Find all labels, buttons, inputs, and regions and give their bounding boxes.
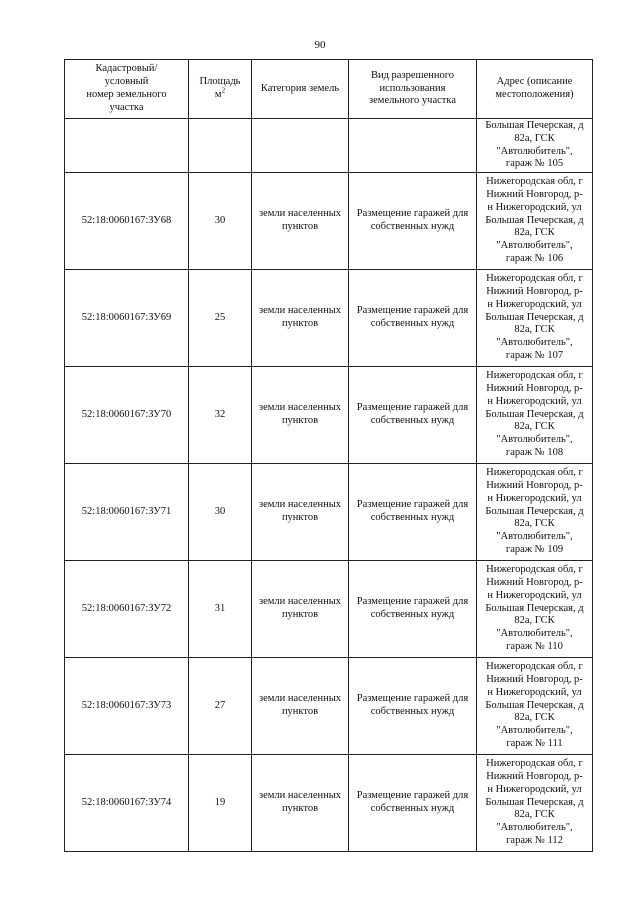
address-line: Большая Печерская, д [485,505,584,517]
address-line: гараж № 105 [505,158,564,170]
address-line: "Автолюбитель", [496,240,573,252]
land-category-cell: земли населенных пунктов [252,270,349,367]
address-line: Нижний Новгород, р- [486,480,583,491]
address-line: Большая Печерская, д [485,796,584,808]
area-cell [189,119,252,173]
address-line: Нижний Новгород, р- [486,286,583,297]
address-line: Большая Печерская, д [485,311,584,323]
cadastral-number-cell: 52:18:0060167:ЗУ74 [65,755,189,852]
address-cell [477,755,593,852]
address-line: "Автолюбитель", [496,725,573,737]
land-category-cell [252,119,349,173]
table-row [65,119,593,173]
permitted-use-cell: Размещение гаражей для собственных нужд [349,173,477,270]
land-category-cell: земли населенных пунктов [252,464,349,561]
address-line: гараж № 108 [505,446,564,458]
address-line: н Нижегородский, ул [487,395,582,407]
address-cell [477,561,593,658]
permitted-use-cell: Размещение гаражей для собственных нужд [349,755,477,852]
cadastral-number-cell: 52:18:0060167:ЗУ68 [65,173,189,270]
address-line: н Нижегородский, ул [487,492,582,504]
address-line: "Автолюбитель", [496,434,573,446]
address-line: Нижегородская обл, г [486,661,583,673]
address-line: Большая Печерская, д [485,214,584,226]
header-permitted-use: Вид разрешенного использования земельного участка [349,60,477,119]
table-row [65,561,593,658]
land-category-cell: земли населенных пунктов [252,367,349,464]
cadastral-number-cell [65,119,189,173]
land-category-cell: земли населенных пунктов [252,173,349,270]
address-line: Нижегородская обл, г [486,370,583,382]
address-line: "Автолюбитель", [496,628,573,640]
page-number: 90 [314,39,326,51]
table-header-row [65,60,593,119]
cadastral-number-cell: 52:18:0060167:ЗУ73 [65,658,189,755]
table-row [65,464,593,561]
area-cell: 30 [189,173,252,270]
permitted-use-cell: Размещение гаражей для собственных нужд [349,464,477,561]
table-row [65,658,593,755]
header-land-category: Категория земель [252,60,349,119]
address-line: 82а, ГСК [514,132,555,144]
header-address: Адрес (описание местоположения) [477,60,593,119]
table-row [65,367,593,464]
address-line: Нижний Новгород, р- [486,771,583,782]
address-line: 82а, ГСК [514,421,555,433]
table-row [65,755,593,852]
permitted-use-cell [349,119,477,173]
address-line: н Нижегородский, ул [487,686,582,698]
area-unit-superscript: 2 [221,86,226,95]
address-cell [477,464,593,561]
address-cell [477,173,593,270]
address-line: Нижний Новгород, р- [486,674,583,685]
address-line: Большая Печерская, д [485,119,584,131]
area-cell: 27 [189,658,252,755]
address-line: Нижегородская обл, г [486,467,583,479]
address-line: "Автолюбитель", [496,531,573,543]
land-category-cell: земли населенных пунктов [252,658,349,755]
cadastral-number-cell: 52:18:0060167:ЗУ69 [65,270,189,367]
address-line: Большая Печерская, д [485,699,584,711]
address-line: н Нижегородский, ул [487,201,582,213]
address-line: Большая Печерская, д [485,408,584,420]
cadastral-number-cell: 52:18:0060167:ЗУ71 [65,464,189,561]
land-category-cell: земли населенных пунктов [252,755,349,852]
address-line: Нижний Новгород, р- [486,383,583,394]
permitted-use-cell: Размещение гаражей для собственных нужд [349,561,477,658]
address-line: гараж № 106 [505,252,564,264]
address-line: н Нижегородский, ул [487,783,582,795]
address-line: 82а, ГСК [514,518,555,530]
address-line: гараж № 112 [506,834,563,846]
address-line: "Автолюбитель", [496,337,573,349]
address-line: "Автолюбитель", [496,145,573,157]
land-category-cell: земли населенных пунктов [252,561,349,658]
area-cell: 19 [189,755,252,852]
table-row [65,173,593,270]
address-cell [477,658,593,755]
address-line: н Нижегородский, ул [487,589,582,601]
address-line: Нижегородская обл, г [486,758,583,770]
permitted-use-cell: Размещение гаражей для собственных нужд [349,270,477,367]
area-cell: 32 [189,367,252,464]
header-area: Площадь $м^2$ [189,60,252,119]
address-line: 82а, ГСК [514,809,555,821]
area-cell: 30 [189,464,252,561]
area-cell: 25 [189,270,252,367]
address-line: Нижний Новгород, р- [486,577,583,588]
address-line: гараж № 111 [506,737,563,749]
header-cadastral-number: Кадастровый/ условный номер земельного участка [65,60,189,119]
address-line: Большая Печерская, д [485,602,584,614]
address-line: "Автолюбитель", [496,822,573,834]
address-line: Нижний Новгород, р- [486,189,583,200]
cadastral-number-cell: 52:18:0060167:ЗУ70 [65,367,189,464]
table-row [65,270,593,367]
address-cell [477,119,593,173]
land-parcels-table [64,59,593,852]
address-line: гараж № 110 [506,640,563,652]
cadastral-number-cell: 52:18:0060167:ЗУ72 [65,561,189,658]
address-line: Нижегородская обл, г [486,176,583,188]
permitted-use-cell: Размещение гаражей для собственных нужд [349,658,477,755]
address-cell [477,270,593,367]
address-line: гараж № 107 [505,349,564,361]
address-line: 82а, ГСК [514,324,555,336]
address-cell [477,367,593,464]
address-line: 82а, ГСК [514,615,555,627]
permitted-use-cell: Размещение гаражей для собственных нужд [349,367,477,464]
area-cell: 31 [189,561,252,658]
address-line: н Нижегородский, ул [487,298,582,310]
address-line: гараж № 109 [505,543,564,555]
address-line: 82а, ГСК [514,227,555,239]
address-line: Нижегородская обл, г [486,564,583,576]
address-line: Нижегородская обл, г [486,273,583,285]
address-line: 82а, ГСК [514,712,555,724]
